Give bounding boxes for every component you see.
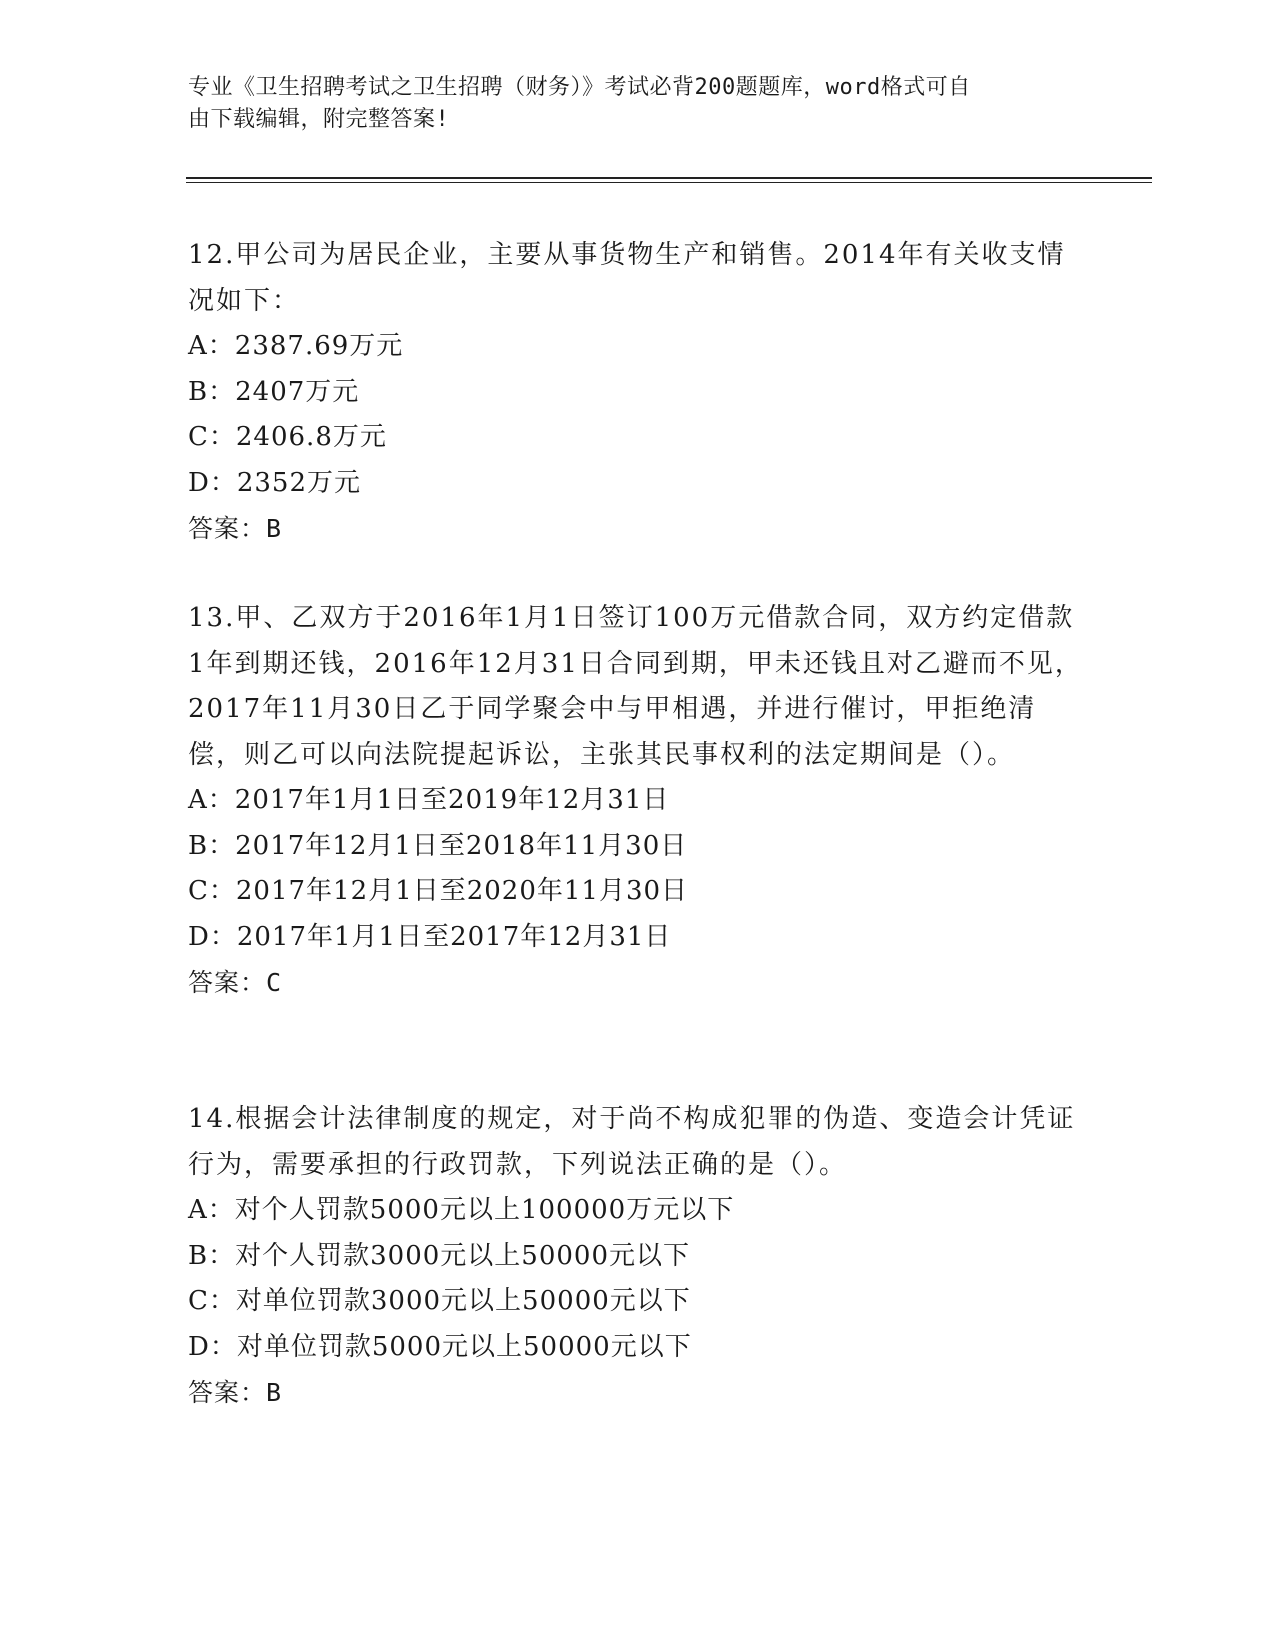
option-b: B：对个人罚款3000元以上50000元以下 — [188, 1240, 690, 1271]
option-c: C：对单位罚款3000元以上50000元以下 — [188, 1286, 691, 1316]
option-b: B：2017年12月1日至2018年11月30日 — [188, 830, 688, 861]
header-line-1: 专业《卫生招聘考试之卫生招聘（财务）》考试必背200题题库，word格式可自 — [188, 75, 971, 100]
answer: 答案：B — [188, 514, 283, 543]
question-stem: 13.甲、乙双方于2016年1月1日签订100万元借款合同，双方约定借款1年到期还钱，2016年12月31日合同到期，甲未还钱且对乙避而不见，2017年11月30日乙于同学聚会中与甲相遇，并进行催讨，甲拒绝清偿，则乙可以向法院提起诉讼，主张其民事权利的法定期间是（）。 — [188, 603, 1083, 770]
question-12 — [188, 233, 1088, 552]
option-d: D：2017年1月1日至2017年12月31日 — [188, 921, 672, 952]
answer: 答案：C — [188, 968, 283, 997]
document-header — [188, 72, 1068, 136]
option-c: C：2406.8万元 — [188, 422, 387, 452]
option-a: A：对个人罚款5000元以上100000万元以下 — [188, 1195, 735, 1225]
question-stem: 12.甲公司为居民企业，主要从事货物生产和销售。2014年有关收支情况如下： — [188, 240, 1066, 316]
option-d: D：2352万元 — [188, 467, 362, 498]
header-divider-thin — [186, 182, 1152, 183]
option-b: B：2407万元 — [188, 376, 360, 407]
question-13 — [188, 596, 1088, 1006]
option-a: A：2387.69万元 — [188, 331, 404, 361]
question-stem: 14.根据会计法律制度的规定，对于尚不构成犯罪的伪造、变造会计凭证行为，需要承担的行政罚款，下列说法正确的是（）。 — [188, 1104, 1076, 1180]
header-line-2: 由下载编辑，附完整答案! — [188, 107, 450, 132]
option-c: C：2017年12月1日至2020年11月30日 — [188, 876, 689, 906]
answer: 答案：B — [188, 1378, 283, 1407]
header-divider-thick — [186, 177, 1152, 179]
option-d: D：对单位罚款5000元以上50000元以下 — [188, 1331, 692, 1362]
question-14 — [188, 1097, 1088, 1416]
option-a: A：2017年1月1日至2019年12月31日 — [188, 785, 670, 815]
